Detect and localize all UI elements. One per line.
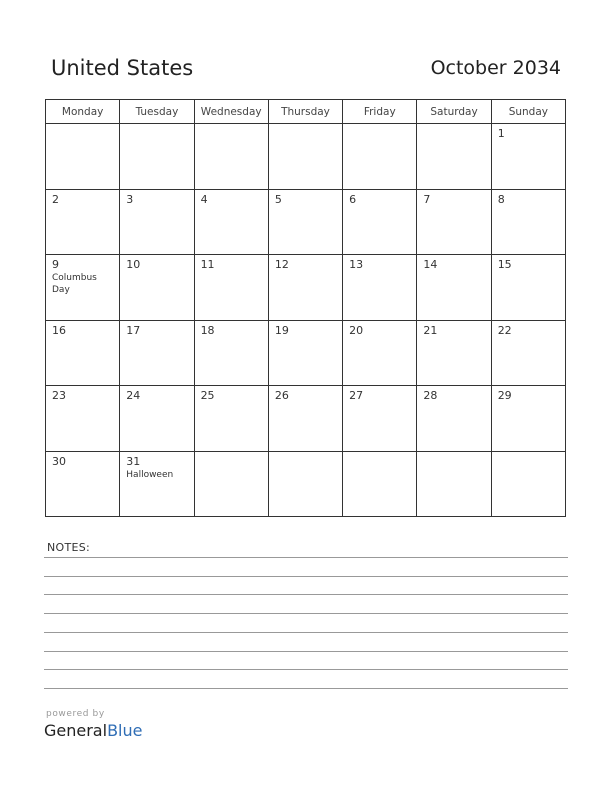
day-cell [491,189,565,255]
day-cell [417,386,491,452]
day-cell [343,320,417,386]
notes-line [44,557,568,558]
notes-label: NOTES: [47,541,91,554]
day-number: 18 [200,323,215,337]
notes-line [44,651,568,652]
day-number: 24 [126,389,141,402]
powered-by-text: powered by [46,709,105,719]
day-cell [194,189,268,255]
holiday-label: Halloween [126,469,174,480]
day-cell [268,320,342,386]
day-cell [343,386,417,452]
day-cell [491,451,565,517]
week-row [46,451,566,517]
day-cell [417,189,491,255]
day-number: 8 [497,192,505,206]
day-number: 13 [349,258,364,271]
day-number: 9 [52,258,59,271]
day-number: 30 [52,454,66,468]
day-cell [194,451,268,517]
brand-blue-text: Blue [107,721,143,740]
week-row [46,255,566,321]
day-number: 7 [423,192,431,206]
calendar-grid [45,99,566,517]
day-number: 31 [126,454,141,468]
week-row [46,386,566,452]
weekday-header: Thursday [268,100,342,124]
day-cell [194,255,268,321]
day-cell [46,320,120,386]
day-number: 10 [126,258,141,271]
day-number: 11 [200,258,215,271]
day-number: 25 [200,389,215,402]
weekday-header: Saturday [417,100,491,124]
day-number: 15 [497,258,512,271]
day-cell [46,255,120,321]
notes-line [44,632,568,633]
day-number: 5 [274,192,282,206]
day-number: 26 [274,389,289,402]
day-cell [417,320,491,386]
day-number: 23 [52,389,66,402]
notes-line [44,594,568,595]
notes-line [44,688,568,689]
weekday-header: Wednesday [194,100,268,124]
day-cell [343,255,417,321]
month-year-title: October 2034 [430,57,561,79]
day-cell [268,124,342,190]
day-number: 12 [274,258,289,271]
day-cell [417,451,491,517]
day-cell [491,320,565,386]
day-number: 2 [52,192,59,206]
day-number: 6 [349,192,357,206]
day-cell [46,451,120,517]
day-cell [268,255,342,321]
day-cell [46,124,120,190]
country-title: United States [51,56,194,80]
day-cell [343,124,417,190]
day-cell [46,189,120,255]
day-cell [417,255,491,321]
day-cell [194,386,268,452]
day-cell [268,189,342,255]
day-number: 28 [423,389,438,402]
day-cell [268,451,342,517]
brand-general-text: General [44,721,108,740]
notes-line [44,576,568,577]
day-number: 17 [126,323,141,337]
week-row [46,124,566,190]
week-row [46,320,566,386]
day-cell [46,386,120,452]
day-cell [120,320,194,386]
day-cell [491,124,565,190]
weekday-header: Tuesday [120,100,194,124]
day-number: 29 [497,389,512,402]
weekday-header: Monday [46,100,120,124]
day-cell [417,124,491,190]
day-cell [268,386,342,452]
day-cell [491,255,565,321]
day-number: 22 [497,323,512,337]
day-cell [194,320,268,386]
day-number: 27 [349,389,364,402]
notes-line [44,613,568,614]
day-cell [120,386,194,452]
day-number: 21 [423,323,438,337]
week-row [46,189,566,255]
day-number: 20 [349,323,364,337]
day-cell [120,189,194,255]
day-number: 1 [497,127,505,140]
brand-logo [44,721,142,740]
day-cell [120,124,194,190]
day-number: 4 [200,192,208,206]
day-cell [491,386,565,452]
weekday-header-row [46,100,566,124]
weekday-header: Sunday [491,100,565,124]
day-number: 19 [274,323,289,337]
day-cell [120,451,194,517]
day-cell [343,189,417,255]
notes-line [44,669,568,670]
day-number: 14 [423,258,438,271]
holiday-label: Columbus Day [52,273,97,295]
day-number: 16 [52,323,66,337]
day-cell [120,255,194,321]
weekday-header: Friday [343,100,417,124]
day-number: 3 [126,192,134,206]
day-cell [343,451,417,517]
day-cell [194,124,268,190]
